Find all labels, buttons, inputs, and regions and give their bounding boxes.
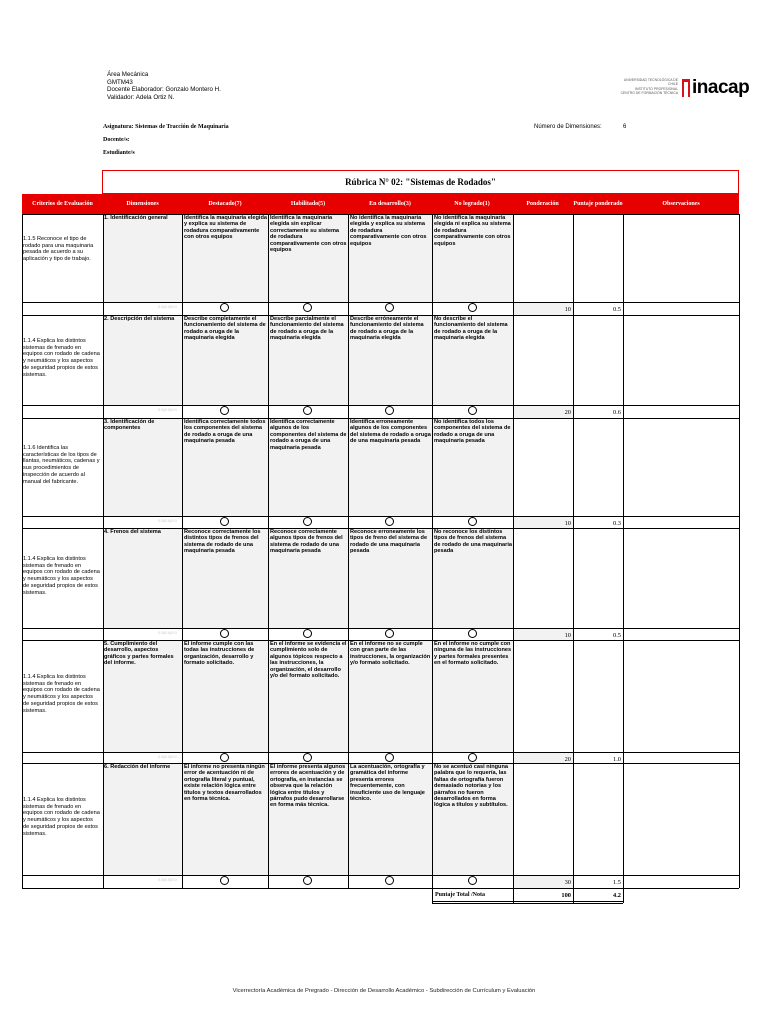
column-divider [22, 214, 23, 888]
radio-circle[interactable] [468, 406, 477, 415]
col-en-desarrollo: En desarrollo(3) [369, 200, 411, 207]
level-en-desarrollo-text: Identifica erroneamente algunos de los componentes del sistema de rodado a oruga de una maquinaria pesada [350, 419, 431, 445]
level-destacado-text: El informe no presenta ningún error de acentuación ni de ortografía literal y puntual, existe relación lógica entre títulos y textos desarrollados en forma técnica. [184, 764, 265, 803]
radio-circle[interactable] [220, 629, 229, 638]
row-mid-border [22, 302, 739, 303]
total-divider [513, 888, 514, 903]
validador: Validador: Adela Ortiz N. [107, 93, 175, 101]
total-label: Puntaje Total /Nota [435, 892, 486, 898]
radio-circle[interactable] [303, 876, 312, 885]
dimension-text: 4. Frenos del sistema [104, 529, 161, 535]
radio-circle[interactable] [220, 876, 229, 885]
column-divider [103, 214, 104, 888]
ghost-values: 0.5|0.0|0.0 [158, 630, 177, 635]
level-habilitado-text: Reconoce correctamente algunos tipos de frenos del sistema de rodado de una maquinaria pesada [270, 529, 343, 555]
radio-circle[interactable] [385, 517, 394, 526]
table-bottom-border [22, 888, 739, 889]
total-double-border [432, 903, 623, 904]
row-mid-border [22, 516, 739, 517]
rubric-title: Rúbrica N° 02: "Sistemas de Rodados" [102, 170, 739, 194]
col-dimensiones: Dimensiones [126, 200, 159, 207]
dimension-text: 2. Descripción del sistema [104, 316, 175, 322]
level-habilitado-text: Identifica la maquinaria elegida sin explicar correctamente su sistema de rodadura comparativamente con otros equipos [270, 215, 347, 254]
table-header [22, 194, 739, 214]
column-divider [739, 214, 740, 888]
radio-circle[interactable] [220, 303, 229, 312]
radio-circle[interactable] [385, 629, 394, 638]
puntaje-value: 1.5 [613, 879, 621, 886]
level-en-desarrollo-text: En el informe no se cumple con gran parte de las instrucciones, la organización y/o formato solicitado. [350, 641, 431, 667]
total-divider [432, 888, 433, 903]
radio-circle[interactable] [385, 303, 394, 312]
ponderacion-value: 10 [564, 632, 571, 639]
level-no-logrado-text: No describe el funcionamiento del sistema de rodado a oruga de la maquinaria elegida [434, 316, 508, 342]
criterio-text: 1.1.4 Explica los distintos sistemas de frenado en equipos con rodado de cadena y neumáticos y los aspectos de seguridad propios de estos sistemas. [23, 797, 100, 837]
ghost-values: 0.5|0.0|0.0 [158, 518, 177, 523]
level-en-desarrollo-text: Reconoce erroneamente los tipos de freno del sistema de rodado de una maquinaria pesada [350, 529, 428, 555]
row-mid-border [22, 875, 739, 876]
row-top-border [22, 640, 739, 641]
docente-label: Docente/s: [103, 137, 130, 143]
col-ponderacion: Ponderación [526, 200, 559, 207]
criterio-text: 1.1.6 Identifica las características de los tipos de llantas, neumáticos, cadenas y sus procedimientos de inspección de acuerdo al manual del fabricante. [23, 445, 100, 485]
asignatura: Asignatura: Sistemas de Tracción de Maquinaria [103, 124, 229, 130]
level-en-desarrollo-text: La acentuación, ortografía y gramática del informe presenta errores frecuentemente, con insuficiente uso de lenguaje técnico. [350, 764, 425, 803]
docente-elaborador: Docente Elaborador: Gonzalo Montero H. [107, 86, 221, 94]
puntaje-value: 1.0 [613, 756, 621, 763]
inacap-logo [620, 76, 750, 100]
criterio-text: 1.1.4 Explica los distintos sistemas de frenado en equipos con rodado de cadena y neumáticos y los aspectos de seguridad propios de estos sistemas. [23, 338, 100, 378]
row-top-border [22, 763, 739, 764]
page-footer: Vicerrectoría Académica de Pregrado - Dirección de Desarrollo Académico - Subdirección de Currículum y Evaluación [232, 988, 536, 994]
radio-circle[interactable] [220, 406, 229, 415]
column-divider [182, 214, 183, 888]
radio-circle[interactable] [385, 753, 394, 762]
criterio-text: 1.1.4 Explica los distintos sistemas de frenado en equipos con rodado de cadena y neumáticos y los aspectos de seguridad propios de estos sistemas. [23, 556, 100, 596]
column-divider [432, 214, 433, 888]
ponderacion-value: 20 [564, 409, 571, 416]
col-observaciones: Observaciones [662, 200, 700, 207]
col-habilitado: Habilitado(5) [290, 200, 326, 207]
row-top-border [22, 528, 739, 529]
level-destacado-text: Identifica correctamente todos los componentes del sistema de rodado a oruga de una maquinaria pesada [184, 419, 266, 445]
dimension-text: 3. Identificación de componentes [104, 419, 155, 432]
column-divider [268, 214, 269, 888]
puntaje-value: 0.5 [613, 632, 621, 639]
area-label: Área Mecánica [107, 71, 149, 78]
column-divider [623, 214, 624, 888]
level-habilitado-text: Identifica correctamente algunos de los componentes del sistema de rodado a oruga de una maquinaria pesada [270, 419, 347, 451]
level-habilitado-text: El informe presenta algunos errores de acentuación y de ortografía, en instancias se observa que la relación lógica entre títulos y párrafos pudo desarrollarse en forma más técnica. [270, 764, 346, 809]
level-no-logrado-text: No reconoce los distintos tipos de frenos del sistema de rodado de una maquinaria pesada [434, 529, 513, 555]
radio-circle[interactable] [468, 517, 477, 526]
level-no-logrado-text: No se acentuó casi ninguna palabra que lo requería, las faltas de ortografía fueron demasiado notorias y los párrafos no fueron desarrollados en forma lógica a títulos y subtítulos. [434, 764, 508, 809]
row-mid-border [22, 405, 739, 406]
puntaje-value: 0.6 [613, 409, 621, 416]
level-no-logrado-text: No identifica la maquinaria elegida ni explica su sistema de rodadura comparativamente con otros equipos [434, 215, 511, 247]
radio-circle[interactable] [303, 406, 312, 415]
ponderacion-value: 10 [564, 520, 571, 527]
col-destacado: Destacado(7) [208, 200, 242, 207]
ponderacion-value: 20 [564, 756, 571, 763]
row-top-border [22, 315, 739, 316]
ghost-values: 0.5|0.0|0.0 [158, 877, 177, 882]
level-habilitado-text: Describe parcialmente el funcionamiento del sistema de rodado a oruga de la maquinaria elegida [270, 316, 344, 342]
course-code: GMTM43 [107, 78, 133, 86]
radio-circle[interactable] [220, 517, 229, 526]
level-en-desarrollo-text: No identifica la maquinaria elegida y explica su sistema de rodadura comparativamente con otros equipos [350, 215, 427, 247]
row-top-border [22, 214, 739, 215]
level-en-desarrollo-text: Describe erróneamente el funcionamiento del sistema de rodado a oruga de la maquinaria elegida [350, 316, 424, 342]
radio-circle[interactable] [220, 753, 229, 762]
puntaje-value: 0.3 [613, 520, 621, 527]
row-top-border [22, 418, 739, 419]
col-puntaje-ponderado: Puntaje ponderado [573, 200, 623, 207]
criterio-text: 1.1.5 Reconoce el tipo de rodado para una maquinaria pesada de acuerdo a su aplicación y tipo de trabajo. [23, 236, 94, 263]
dimensiones-value: 6 [623, 124, 627, 130]
radio-circle[interactable] [303, 517, 312, 526]
logo-wordmark: inacap [692, 77, 750, 98]
document-header [107, 71, 221, 101]
estudiante-label: Estudiante/s [103, 150, 135, 156]
column-divider [573, 214, 574, 888]
level-destacado-text: El informe cumple con las todas las instrucciones de organización, desarrollo y formato solicitado. [184, 641, 255, 667]
dimension-text: 6. Redacción del informe [104, 764, 171, 770]
ghost-values: 0.5|0.0|0.0 [158, 407, 177, 412]
radio-circle[interactable] [303, 629, 312, 638]
level-destacado-text: Reconoce correctamente los distintos tipos de frenos del sistema de rodado de una maquinaria pesada [184, 529, 261, 555]
radio-circle[interactable] [303, 753, 312, 762]
total-bottom-border [432, 901, 623, 902]
radio-circle[interactable] [468, 753, 477, 762]
level-destacado-text: Identifica la maquinaria elegida y explica su sistema de rodadura comparativamente con otros equipos [184, 215, 267, 241]
criterio-text: 1.1.4 Explica los distintos sistemas de frenado en equipos con rodado de cadena y neumáticos y los aspectos de seguridad propios de estos sistemas. [23, 674, 100, 714]
puntaje-value: 0.5 [613, 306, 621, 313]
level-destacado-text: Describe completamente el funcionamiento del sistema de rodado a oruga de la maquinaria elegida [184, 316, 266, 342]
row-mid-border [22, 628, 739, 629]
radio-circle[interactable] [303, 303, 312, 312]
column-divider [513, 214, 514, 888]
radio-circle[interactable] [468, 876, 477, 885]
dimensiones-label: Número de Dimensiones: [534, 124, 602, 130]
total-divider [623, 888, 624, 903]
total-nota: 4.2 [613, 892, 621, 899]
ghost-values: 0.5|0.0|0.0 [158, 304, 177, 309]
col-criterios: Criterios de Evaluación [32, 200, 93, 207]
dimension-text: 5. Cumplimiento del desarrollo, aspectos gráficos y partes formales del informe. [104, 641, 174, 667]
total-divider [573, 888, 574, 903]
dimension-text: 1. Identificación general [104, 215, 168, 221]
radio-circle[interactable] [385, 406, 394, 415]
column-divider [348, 214, 349, 888]
logo-institution-text: UNIVERSIDAD TECNOLÓGICA DE CHILE INSTITUTO PROFESIONAL CENTRO DE FORMACIÓN TÉCNICA [620, 78, 678, 96]
level-no-logrado-text: En el informe no cumple con ninguna de las instrucciones y partes formales presentes en el formato solicitado. [434, 641, 512, 667]
row-mid-border [22, 752, 739, 753]
ponderacion-value: 10 [564, 306, 571, 313]
radio-circle[interactable] [385, 876, 394, 885]
ponderacion-value: 30 [564, 879, 571, 886]
ghost-values: 0.5|0.0|0.0 [158, 754, 177, 759]
level-no-logrado-text: No identifica todos los componentes del sistema de rodado a oruga de una maquinaria pesada [434, 419, 511, 445]
radio-circle[interactable] [468, 629, 477, 638]
total-ponderacion: 100 [561, 892, 571, 899]
level-habilitado-text: En el informe se evidencia el cumplimiento solo de algunos tópicos respecto a las instrucciones, la organización, el desarrollo y/o del formato solicitado. [270, 641, 347, 680]
col-no-logrado: No logrado(1) [454, 200, 490, 207]
radio-circle[interactable] [468, 303, 477, 312]
